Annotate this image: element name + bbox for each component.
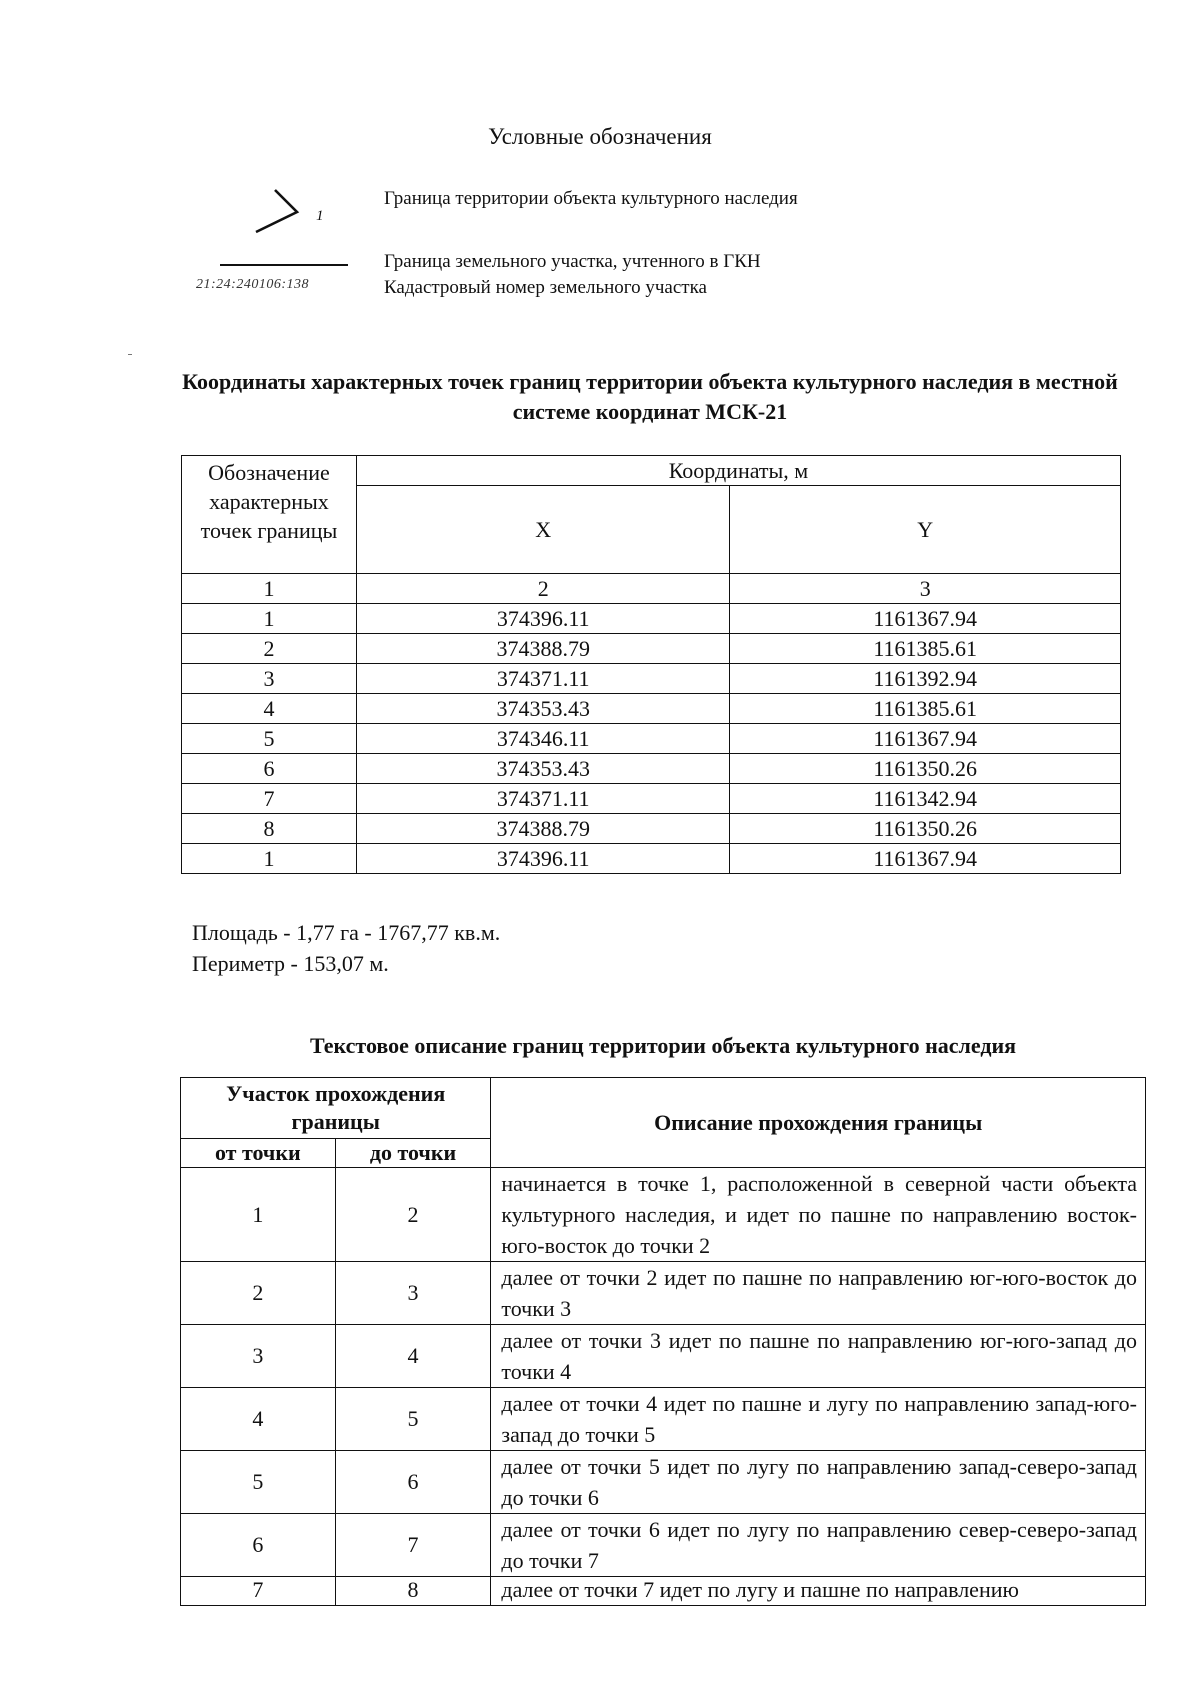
table-row <box>182 724 1121 754</box>
point-cell: 5 <box>182 724 357 754</box>
table-row <box>181 1577 1146 1606</box>
to-point-cell: 3 <box>335 1262 491 1325</box>
legend-item-heritage-boundary: Граница территории объекта культурного наследия <box>384 188 798 209</box>
legend-item-parcel-boundary: Граница земельного участка, учтенного в ГКН <box>384 251 761 272</box>
table-row <box>182 634 1121 664</box>
x-cell: 374353.43 <box>356 694 730 724</box>
table-row <box>181 1325 1146 1388</box>
point-cell: 8 <box>182 814 357 844</box>
column-number: 3 <box>730 574 1121 604</box>
y-cell: 1161367.94 <box>730 724 1121 754</box>
cadastral-number-sample: 21:24:240106:138 <box>196 277 309 292</box>
to-point-cell: 5 <box>335 1388 491 1451</box>
point-cell: 3 <box>182 664 357 694</box>
point-cell: 2 <box>182 634 357 664</box>
table-row <box>182 754 1121 784</box>
table-row <box>182 844 1121 874</box>
description-cell: далее от точки 2 идет по пашне по направлению юг-юго-восток до точки 3 <box>491 1262 1146 1325</box>
legend-point-label: 1 <box>316 208 324 224</box>
from-point-cell: 3 <box>181 1325 336 1388</box>
point-cell: 1 <box>182 844 357 874</box>
description-cell: начинается в точке 1, расположенной в северной части объекта культурного наследия, и идет по пашне по направлению восток-юго-восток до точки 2 <box>491 1168 1146 1262</box>
table-row <box>182 604 1121 634</box>
to-point-cell: 6 <box>335 1451 491 1514</box>
y-cell: 1161350.26 <box>730 754 1121 784</box>
coords-header: Координаты, м <box>356 456 1120 486</box>
legend-item-cadastral-number: Кадастровый номер земельного участка <box>384 277 707 298</box>
x-cell: 374371.11 <box>356 784 730 814</box>
to-point-cell: 2 <box>335 1168 491 1262</box>
to-point-header: до точки <box>335 1139 491 1168</box>
to-point-cell: 7 <box>335 1514 491 1577</box>
description-cell: далее от точки 7 идет по лугу и пашне по направлению <box>491 1577 1146 1606</box>
x-header: X <box>356 486 730 574</box>
margin-mark <box>128 354 132 355</box>
x-cell: 374388.79 <box>356 634 730 664</box>
legend-title: Условные обозначения <box>488 124 712 149</box>
x-cell: 374396.11 <box>356 604 730 634</box>
x-cell: 374388.79 <box>356 814 730 844</box>
y-cell: 1161385.61 <box>730 694 1121 724</box>
parcel-line-symbol <box>220 264 348 266</box>
table-row <box>181 1388 1146 1451</box>
description-cell: далее от точки 5 идет по лугу по направлению запад-северо-запад до точки 6 <box>491 1451 1146 1514</box>
designation-header: Обозначение характерных точек границы <box>182 456 357 574</box>
description-heading: Текстовое описание границ территории объекта культурного наследия <box>309 1033 1017 1058</box>
y-cell: 1161367.94 <box>730 604 1121 634</box>
table-row <box>182 664 1121 694</box>
from-point-cell: 4 <box>181 1388 336 1451</box>
from-point-cell: 1 <box>181 1168 336 1262</box>
description-cell: далее от точки 3 идет по пашне по направлению юг-юго-запад до точки 4 <box>491 1325 1146 1388</box>
column-number: 2 <box>356 574 730 604</box>
table-row <box>181 1514 1146 1577</box>
point-cell: 1 <box>182 604 357 634</box>
table-row <box>182 814 1121 844</box>
coords-heading: Координаты характерных точек границ территории объекта культурного наследия в местной системе координат МСК-21 <box>182 369 1118 424</box>
table-row <box>181 1168 1146 1262</box>
x-cell: 374353.43 <box>356 754 730 784</box>
description-table <box>180 1077 1146 1606</box>
boundary-line-symbol-icon <box>250 188 345 250</box>
segment-header: Участок прохождения границы <box>181 1078 491 1139</box>
perimeter-text: Периметр - 153,07 м. <box>192 951 389 976</box>
description-header: Описание прохождения границы <box>491 1078 1146 1168</box>
from-point-cell: 2 <box>181 1262 336 1325</box>
x-cell: 374371.11 <box>356 664 730 694</box>
coordinates-table <box>181 455 1121 874</box>
to-point-cell: 4 <box>335 1325 491 1388</box>
from-point-cell: 7 <box>181 1577 336 1606</box>
y-cell: 1161392.94 <box>730 664 1121 694</box>
from-point-cell: 5 <box>181 1451 336 1514</box>
point-cell: 7 <box>182 784 357 814</box>
y-cell: 1161385.61 <box>730 634 1121 664</box>
y-cell: 1161350.26 <box>730 814 1121 844</box>
column-number: 1 <box>182 574 357 604</box>
x-cell: 374346.11 <box>356 724 730 754</box>
point-cell: 6 <box>182 754 357 784</box>
from-point-cell: 6 <box>181 1514 336 1577</box>
point-cell: 4 <box>182 694 357 724</box>
table-row <box>181 1262 1146 1325</box>
table-row <box>182 694 1121 724</box>
y-cell: 1161342.94 <box>730 784 1121 814</box>
y-cell: 1161367.94 <box>730 844 1121 874</box>
to-point-cell: 8 <box>335 1577 491 1606</box>
x-cell: 374396.11 <box>356 844 730 874</box>
from-point-header: от точки <box>181 1139 336 1168</box>
y-header: Y <box>730 486 1121 574</box>
table-row <box>182 784 1121 814</box>
description-cell: далее от точки 4 идет по пашне и лугу по направлению запад-юго-запад до точки 5 <box>491 1388 1146 1451</box>
area-text: Площадь - 1,77 га - 1767,77 кв.м. <box>192 920 501 945</box>
table-row <box>181 1451 1146 1514</box>
description-cell: далее от точки 6 идет по лугу по направлению север-северо-запад до точки 7 <box>491 1514 1146 1577</box>
column-numbers-row <box>182 574 1121 604</box>
